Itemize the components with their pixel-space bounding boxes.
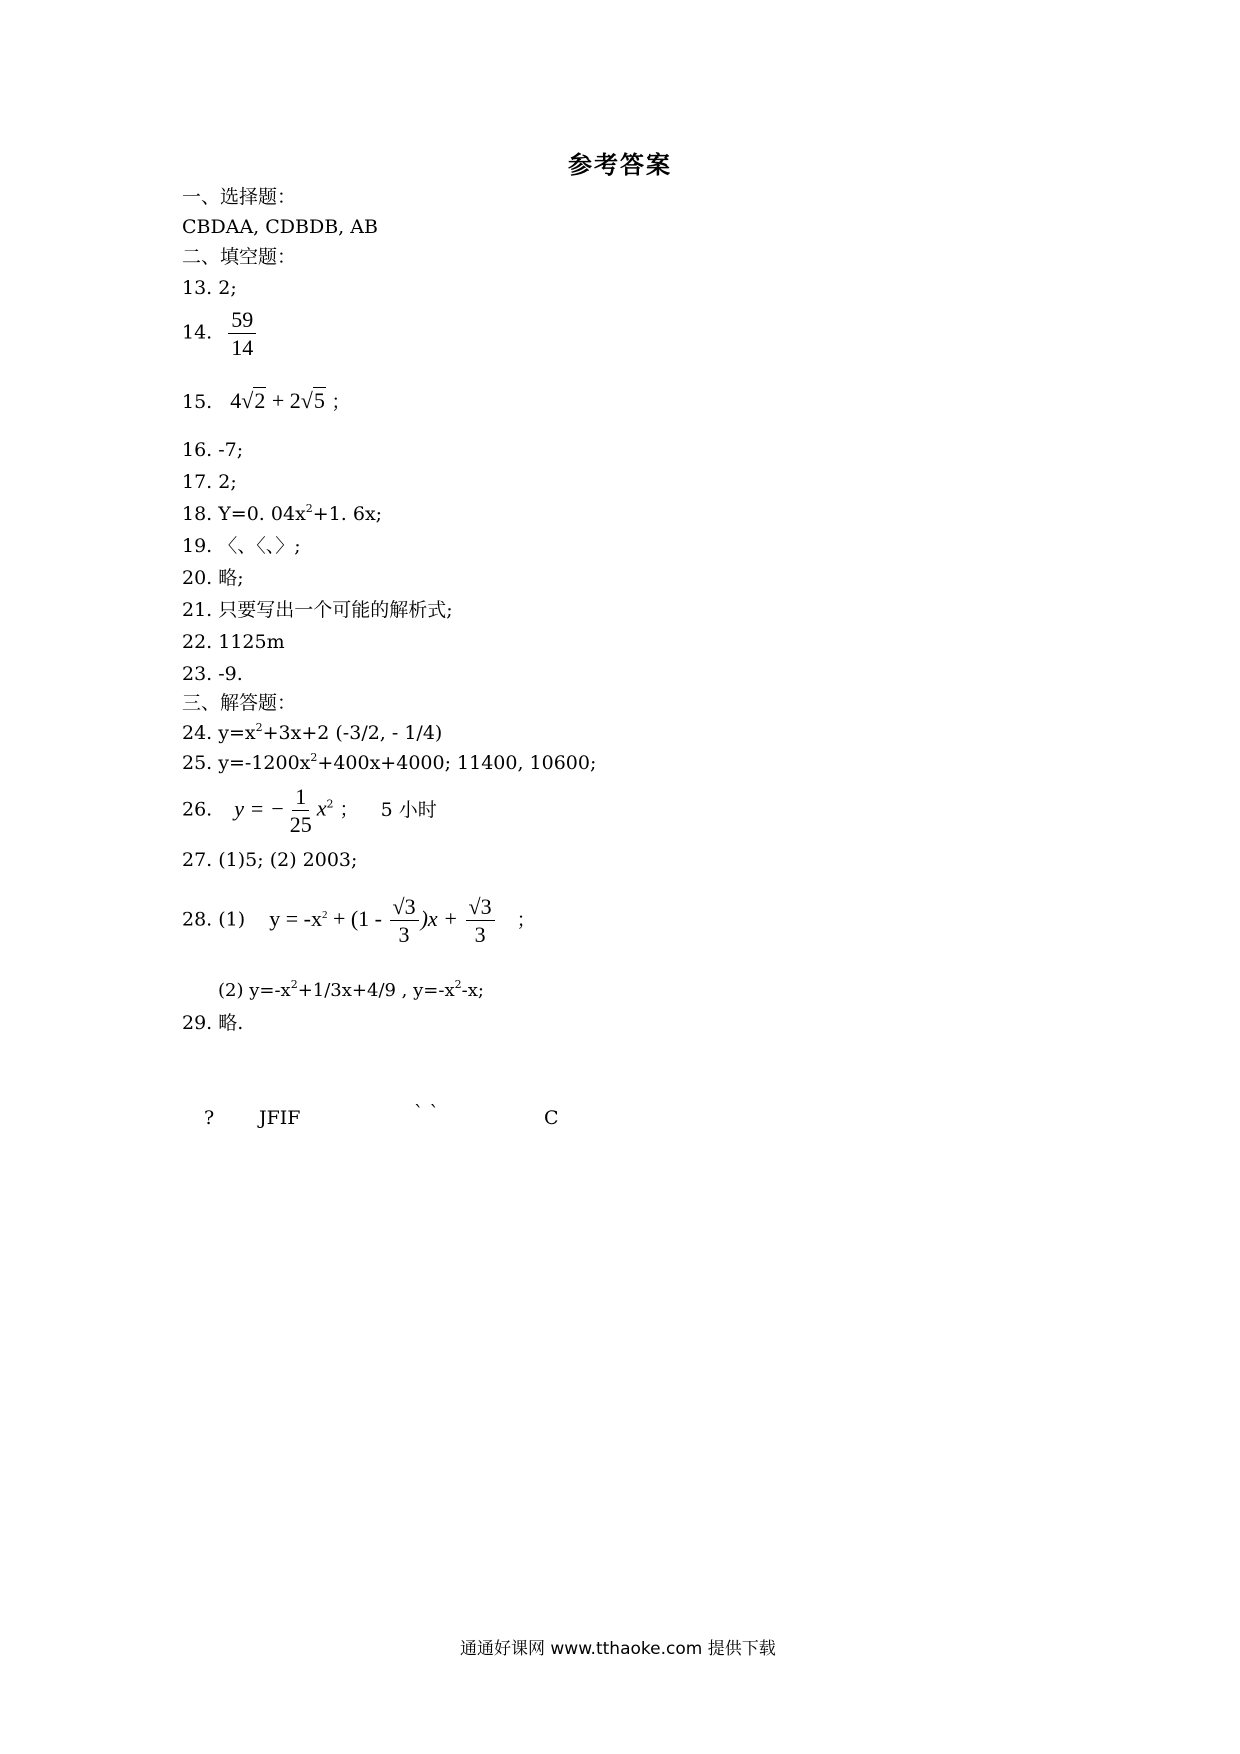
fraction-1-25: $\frac{1}{25}$	[289, 784, 312, 838]
fraction-59-14: $\frac{59}{14}$	[228, 308, 256, 359]
section2-heading: 二、填空题：	[182, 246, 297, 268]
section1-heading: 一、选择题：	[182, 186, 297, 208]
answer-23: 23. -9.	[182, 663, 243, 685]
answer-16: 16. -7;	[182, 439, 244, 461]
answer-15-expression: 4√2 + 2√5	[230, 388, 325, 413]
answer-22: 22. 1125m	[182, 631, 285, 653]
answer-14: 14. $\frac{59}{14}$	[182, 308, 258, 359]
answer-18: 18. Y=0. $04x^2+1$. 6x;	[182, 502, 383, 525]
artifact-question-mark: ?	[204, 1107, 215, 1129]
answer-28-expression: $y = -x^2 + (1$ - $\frac{√3}{3}$ )x + $\frac{√3}{3}$	[269, 906, 496, 931]
answer-20: 20. 略;	[182, 567, 244, 589]
answer-26: 26. y = − $\frac{1}{25}$ $x^2$ ； 5 小时	[182, 784, 437, 838]
answer-27: 27. (1)5; (2) 2003;	[182, 849, 358, 871]
answer-21: 21. 只要写出一个可能的解析式;	[182, 599, 453, 621]
choice-answers: CBDAA, CDBDB, AB	[182, 216, 378, 238]
artifact-c: C	[544, 1107, 559, 1129]
answer-25: 25. $y=-1200x^2+400x+4000$; 11400, 10600;	[182, 751, 597, 774]
page-title: 参考答案	[568, 150, 672, 179]
footer-credit: 通通好课网 www.tthaoke.com 提供下载	[460, 1639, 776, 1659]
answer-28-part1: 28. (1) $y = -x^2 + (1$ - $\frac{√3}{3}$ )x + $\frac{√3}{3}$ ；	[182, 894, 536, 948]
answer-28-part2: (2) $y=-x^2+1/3x+4/9$ , $y=-x^2-x$;	[218, 978, 484, 1001]
answer-13: 13. 2;	[182, 277, 237, 299]
artifact-ticks: ` `	[414, 1102, 440, 1124]
answer-17: 17. 2;	[182, 471, 237, 493]
section3-heading: 三、解答题：	[182, 692, 297, 714]
answer-24: 24. $y=x^2+3x+2$ (-3/2, - 1/4)	[182, 721, 443, 744]
artifact-jfif: JFIF	[259, 1107, 301, 1129]
answer-19: 19. 〈、〈、〉;	[182, 535, 301, 557]
answer-15: 15. 4√2 + 2√5 ；	[182, 388, 351, 413]
answer-29: 29. 略.	[182, 1012, 244, 1034]
